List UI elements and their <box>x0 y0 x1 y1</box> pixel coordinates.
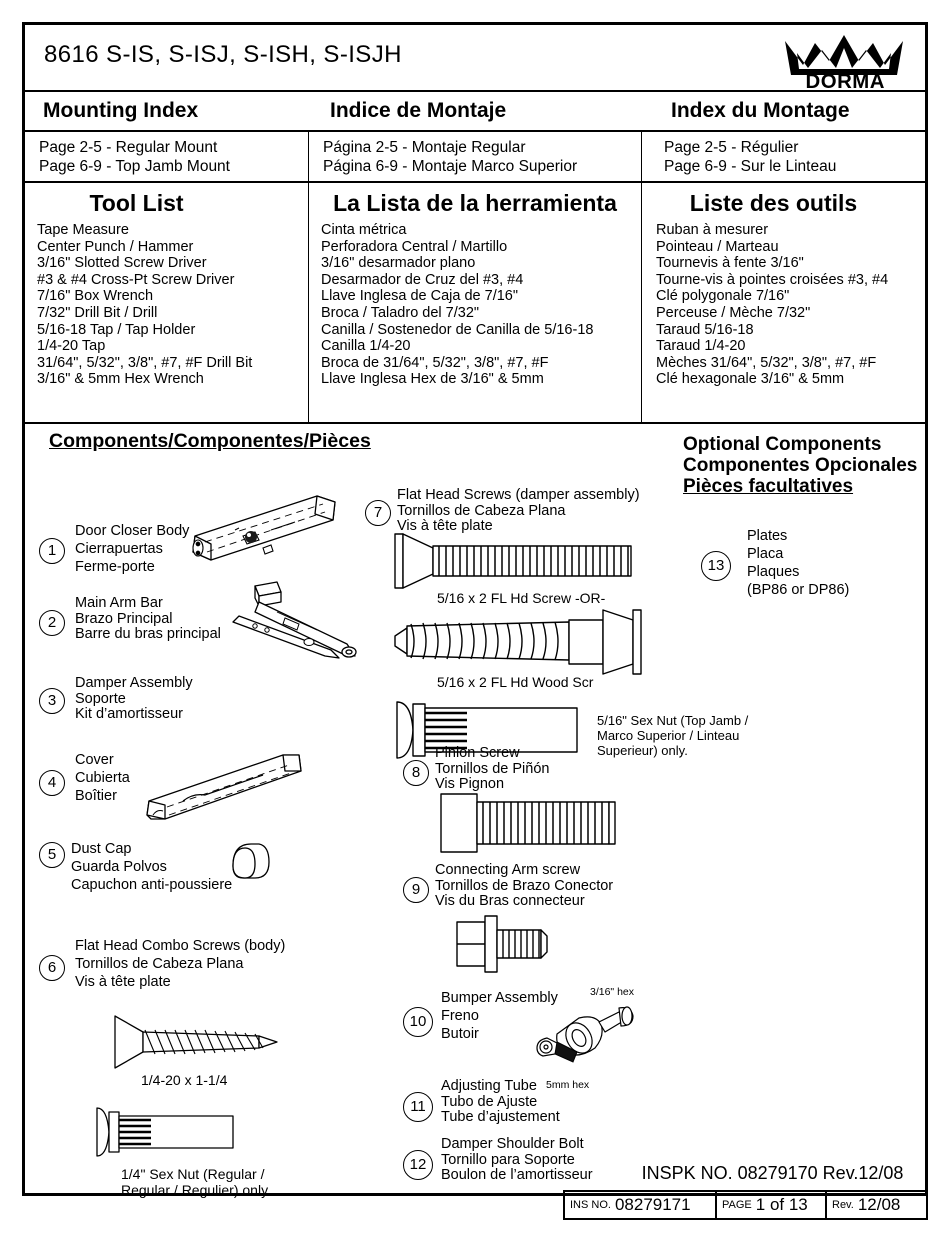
door-closer-body-illustration <box>175 492 355 572</box>
item-label-es: Guarda Polvos <box>71 859 167 875</box>
tool-item: 3/16" desarmador plano <box>321 255 476 272</box>
cover-illustration <box>143 749 323 839</box>
item-label-es: Tornillo para Soporte <box>441 1151 575 1168</box>
item-label-en: Door Closer Body <box>75 523 190 539</box>
item-labels <box>75 751 130 805</box>
page-line: Página 6-9 - Montaje Marco Superior <box>323 158 578 175</box>
tool-item: Desarmador de Cruz del #3, #4 <box>321 271 524 288</box>
components-area <box>25 424 925 1198</box>
item-number: 6 <box>39 955 65 981</box>
item-label-es: Cierrapuertas <box>75 541 163 557</box>
pinion-screw-illustration <box>439 792 619 854</box>
footer-page <box>715 1192 825 1218</box>
item-label-note: (BP86 or DP86) <box>747 582 850 598</box>
item-labels <box>75 937 285 991</box>
quarter-sex-nut-illustration <box>93 1102 243 1162</box>
tool-item: Tape Measure <box>37 222 129 238</box>
tool-item: Llave Inglesa Hex de 3/16" & 5mm <box>321 371 544 388</box>
hex-5mm-caption: 5mm hex <box>546 1079 590 1091</box>
tool-item: Tournevis à fente 3/16" <box>656 255 804 272</box>
item-number: 9 <box>403 877 429 903</box>
footer-box <box>563 1190 928 1220</box>
tool-list-items-es <box>309 222 641 388</box>
tool-item: Canilla / Sostenedor de Canilla de 5/16-18 <box>321 321 594 338</box>
optional-heading-es: Componentes Opcionales <box>683 455 918 476</box>
item-labels <box>75 676 193 723</box>
page-line: Page 2-5 - Régulier <box>664 139 799 156</box>
item-label-es: Cubierta <box>75 770 130 786</box>
tool-item: 7/16" Box Wrench <box>37 288 154 305</box>
tool-list-fr <box>641 183 925 422</box>
item-label-fr: Boulon de l’amortisseur <box>441 1167 593 1183</box>
flhd-wood-screw-illustration <box>393 608 643 678</box>
tool-list-items-en <box>25 222 308 388</box>
page-line: Page 6-9 - Top Jamb Mount <box>39 158 230 175</box>
item-label-es: Tubo de Ajuste <box>441 1093 538 1110</box>
tool-item: Perforadora Central / Martillo <box>321 238 508 255</box>
tool-list-items-fr <box>642 222 925 388</box>
flhd-screw-caption: 5/16 x 2 FL Hd Screw -OR- <box>437 590 606 606</box>
tool-list-row <box>25 183 925 424</box>
item-labels <box>747 527 849 599</box>
tool-item: Pointeau / Marteau <box>656 238 779 255</box>
caption-line: Marco Superior / Linteau <box>597 728 740 743</box>
pages-cell-es <box>308 132 641 181</box>
document-frame <box>22 22 928 1196</box>
tool-item: 5/16-18 Tap / Tap Holder <box>37 321 196 338</box>
item-label-fr: Vis du Bras connecteur <box>435 893 585 909</box>
tool-item: Canilla 1/4-20 <box>321 338 411 355</box>
flhd-wood-screw-caption: 5/16 x 2 FL Hd Wood Scr <box>437 674 594 690</box>
item-labels <box>75 596 221 643</box>
tool-item: Perceuse / Mèche 7/32" <box>656 304 811 321</box>
index-header-row <box>25 92 925 132</box>
item-number: 12 <box>403 1150 433 1180</box>
item-label-en: Damper Assembly <box>75 675 193 691</box>
page-line: Page 6-9 - Sur le Linteau <box>664 158 837 175</box>
tool-item: Tourne-vis à pointes croisées #3, #4 <box>656 271 889 288</box>
tool-list-title-fr: Liste des outils <box>689 190 858 216</box>
components-heading: Components/Componentes/Pièces <box>49 430 371 452</box>
tool-item: Taraud 5/16-18 <box>656 321 754 338</box>
mounting-index-label-fr: Index du Montage <box>671 99 850 122</box>
tool-item: Mèches 31/64", 5/32", 3/8", #7, #F <box>656 354 877 371</box>
crown-icon <box>781 31 907 89</box>
hex-3-16-caption: 3/16" hex <box>590 986 635 998</box>
tool-item: Clé hexagonale 3/16" & 5mm <box>656 371 845 388</box>
flhd-machine-screw-illustration <box>393 532 643 590</box>
tool-item: 1/4-20 Tap <box>37 338 106 355</box>
caption-line: Regular / Regulier) only. <box>121 1182 271 1198</box>
item-number: 7 <box>365 500 391 526</box>
header-cell-es <box>308 92 641 130</box>
item-labels <box>441 1137 593 1184</box>
page-line: Page 2-5 - Regular Mount <box>39 139 218 156</box>
tool-item: Center Punch / Hammer <box>37 238 194 255</box>
caption-line: Superieur) only. <box>597 743 688 758</box>
item-label-en: Damper Shoulder Bolt <box>441 1136 584 1152</box>
header-cell-en <box>25 92 308 130</box>
optional-heading-en: Optional Components <box>683 434 882 455</box>
rev-label: Rev. <box>832 1199 854 1211</box>
item-number: 2 <box>39 610 65 636</box>
item-labels <box>441 1079 560 1126</box>
quarter-sex-nut-caption <box>121 1166 271 1198</box>
header-cell-fr <box>641 92 925 130</box>
bumper-assembly-illustration <box>533 994 663 1074</box>
item-labels <box>75 522 189 576</box>
title-row <box>25 25 925 92</box>
pages-cell-en <box>25 132 308 181</box>
item-number: 11 <box>403 1092 433 1122</box>
tool-item: #3 & #4 Cross-Pt Screw Driver <box>37 271 235 288</box>
connecting-arm-screw-illustration <box>449 912 569 974</box>
tool-item: Llave Inglesa de Caja de 7/16" <box>321 288 519 305</box>
page-value: 1 of 13 <box>755 1195 808 1214</box>
dust-cap-illustration <box>221 836 281 886</box>
tool-item: 3/16" & 5mm Hex Wrench <box>37 371 204 388</box>
item-label-en: Adjusting Tube <box>441 1078 537 1094</box>
item-label-fr: Vis à tête plate <box>397 518 493 534</box>
item-number: 4 <box>39 770 65 796</box>
tool-item: Cinta métrica <box>321 222 407 238</box>
tool-item: Clé polygonale 7/16" <box>656 288 790 305</box>
item-label-en: Plates <box>747 528 788 544</box>
five-sixteenth-sex-nut-caption <box>597 713 748 758</box>
item-label-es: Tornillos de Piñón <box>435 760 550 777</box>
item-label-fr: Kit d’amortisseur <box>75 706 183 722</box>
item-label-en: Bumper Assembly <box>441 990 558 1006</box>
tool-list-title-es: La Lista de la herramienta <box>333 190 617 216</box>
item-labels <box>71 840 232 894</box>
item-label-fr: Tube d’ajustement <box>441 1109 560 1125</box>
tool-item: 7/32" Drill Bit / Drill <box>37 304 158 321</box>
item-number: 13 <box>701 551 731 581</box>
tool-item: Broca / Taladro del 7/32" <box>321 304 480 321</box>
item-label-fr: Boîtier <box>75 788 117 804</box>
item-label-en: Pinion Screw <box>435 745 520 761</box>
item-label-es: Tornillos de Cabeza Plana <box>75 956 244 972</box>
item-number: 5 <box>39 842 65 868</box>
item-label-en: Main Arm Bar <box>75 595 163 611</box>
mounting-index-label-es: Indice de Montaje <box>330 99 507 122</box>
item-label-en: Connecting Arm screw <box>435 862 581 878</box>
pages-row <box>25 132 925 183</box>
footer-insno <box>565 1192 715 1218</box>
item-labels <box>397 488 640 535</box>
item-label-es: Brazo Principal <box>75 610 173 627</box>
item-labels <box>435 863 613 910</box>
combo-screw-illustration <box>109 1012 289 1072</box>
page-line: Página 2-5 - Montaje Regular <box>323 139 526 156</box>
item-number: 3 <box>39 688 65 714</box>
dorma-logo <box>781 31 907 89</box>
item-label-fr: Vis Pignon <box>435 776 505 792</box>
item-label-en: Flat Head Combo Screws (body) <box>75 938 286 954</box>
caption-line: 1/4" Sex Nut (Regular / <box>121 1166 265 1182</box>
item-number: 8 <box>403 760 429 786</box>
tool-item: 31/64", 5/32", 3/8", #7, #F Drill Bit <box>37 354 253 371</box>
optional-heading-fr: Pièces facultatives <box>683 476 854 497</box>
pages-cell-fr <box>641 132 925 181</box>
tool-list-en <box>25 183 308 422</box>
item-label-fr: Barre du bras principal <box>75 626 221 642</box>
page-title: 8616 S-IS, S-ISJ, S-ISH, S-ISJH <box>44 41 402 68</box>
caption-line: 5/16" Sex Nut (Top Jamb / <box>597 713 749 728</box>
item-label-en: Flat Head Screws (damper assembly) <box>397 487 640 503</box>
item-label-fr: Capuchon anti-poussiere <box>71 877 233 893</box>
item-label-fr: Butoir <box>441 1026 479 1042</box>
rev-value: 12/08 <box>857 1195 901 1214</box>
optional-components-heading <box>683 434 917 497</box>
item-label-fr: Vis à tête plate <box>75 974 171 990</box>
item-number: 10 <box>403 1007 433 1037</box>
item-label-es: Freno <box>441 1008 479 1024</box>
mounting-index-label-en: Mounting Index <box>43 99 199 122</box>
item-label-es: Placa <box>747 546 784 562</box>
insno-value: 08279171 <box>614 1195 691 1214</box>
tool-item: 3/16" Slotted Screw Driver <box>37 255 207 272</box>
footer-rev <box>825 1192 926 1218</box>
svg-text:DORMA: DORMA <box>805 71 886 89</box>
insno-label: INS NO. <box>570 1199 611 1211</box>
item-label-es: Tornillos de Brazo Conector <box>435 877 614 894</box>
tool-item: Broca de 31/64", 5/32", 3/8", #7, #F <box>321 354 549 371</box>
combo-screw-caption: 1/4-20 x 1-1/4 <box>141 1072 228 1088</box>
tool-list-title-en: Tool List <box>89 190 184 216</box>
inspk-number: INSPK NO. 08279170 Rev.12/08 <box>641 1163 904 1183</box>
tool-list-es <box>308 183 641 422</box>
item-label-es: Tornillos de Cabeza Plana <box>397 502 566 519</box>
item-label-en: Dust Cap <box>71 841 132 857</box>
item-number: 1 <box>39 538 65 564</box>
item-label-en: Cover <box>75 752 114 768</box>
item-labels <box>435 746 549 793</box>
tool-item: Taraud 1/4-20 <box>656 338 746 355</box>
main-arm-bar-illustration <box>225 572 365 662</box>
page-label: PAGE <box>722 1199 752 1211</box>
item-label-fr: Plaques <box>747 564 800 580</box>
item-label-fr: Ferme-porte <box>75 559 155 575</box>
tool-item: Ruban à mesurer <box>656 222 769 238</box>
item-label-es: Soporte <box>75 690 126 707</box>
